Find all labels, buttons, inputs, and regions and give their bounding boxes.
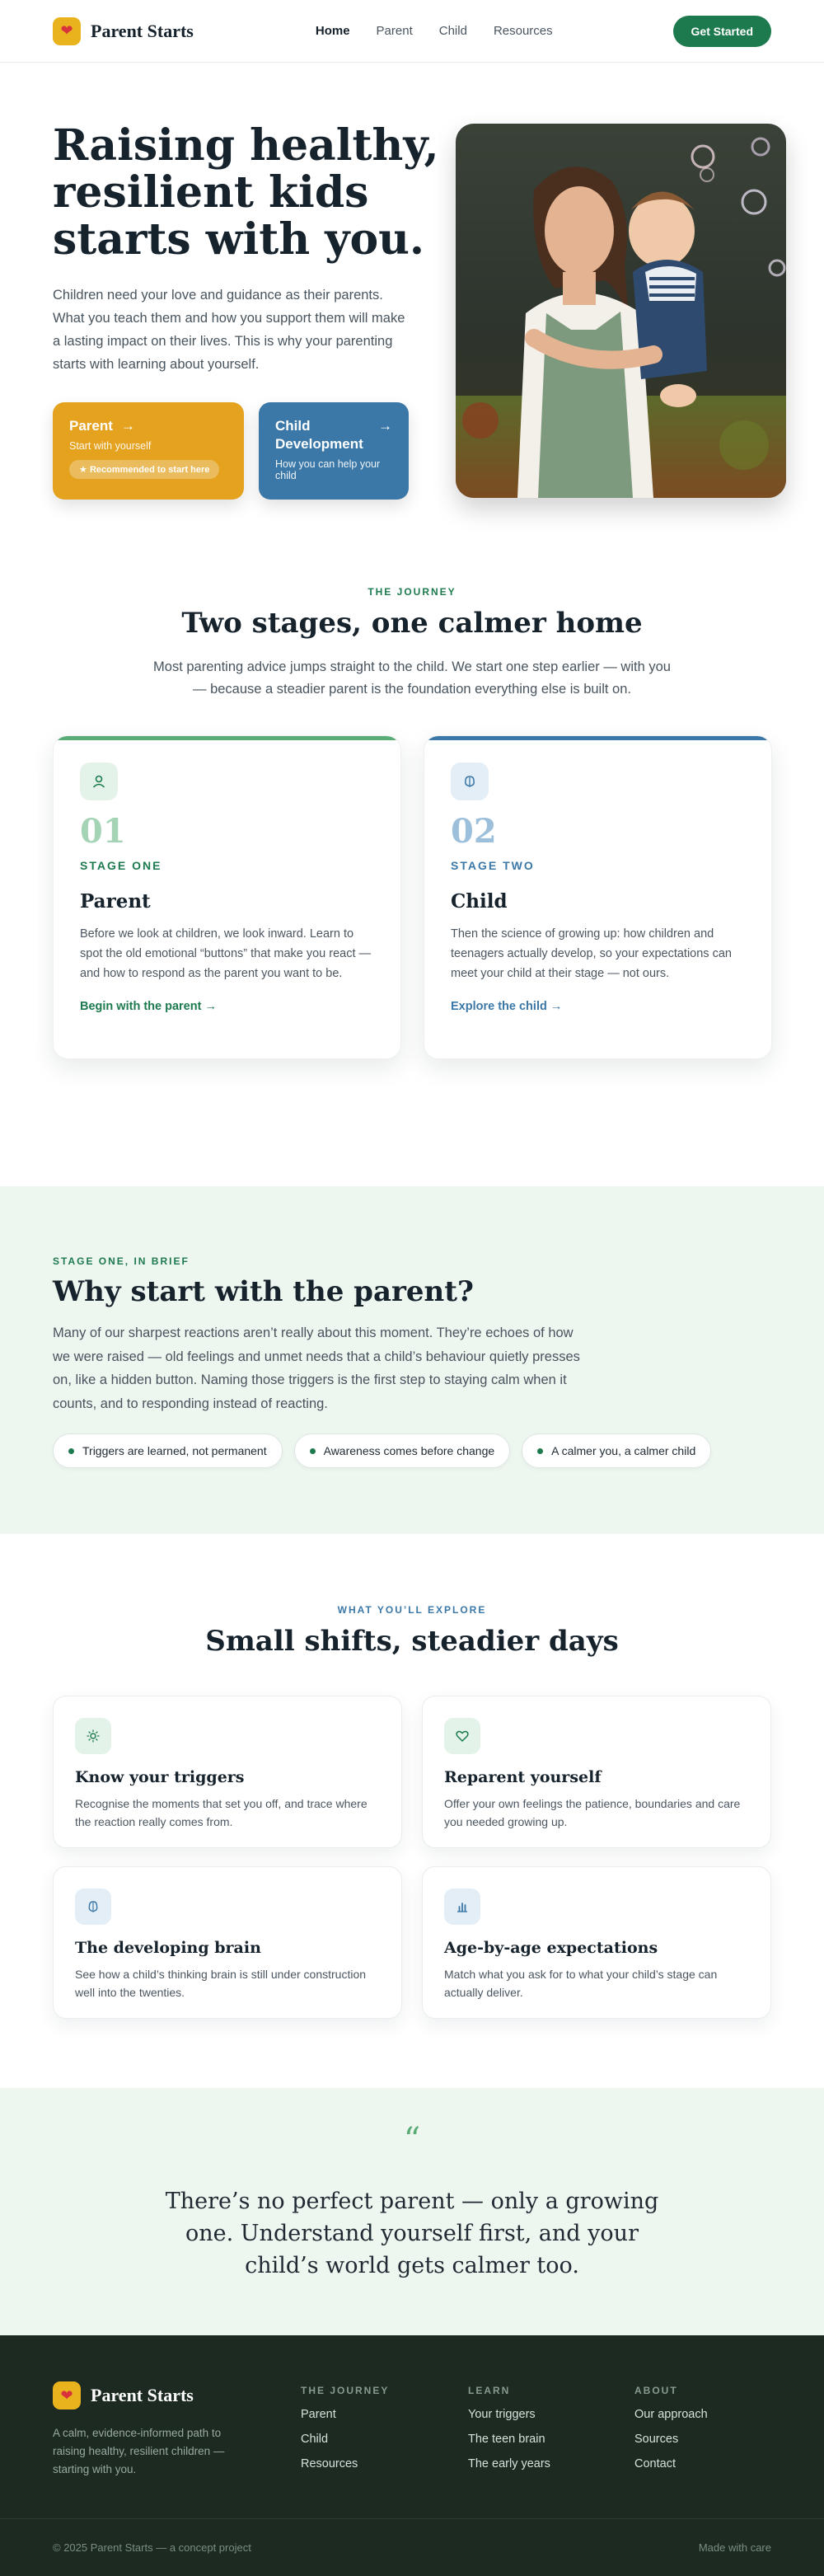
arrow-right-icon: →: [120, 418, 135, 434]
person-icon: [80, 762, 118, 800]
begin-with-parent-link[interactable]: Begin with the parent →: [80, 1000, 217, 1013]
stage-number: 01: [80, 812, 126, 851]
feature-title: Reparent yourself: [444, 1768, 602, 1786]
child-card-button[interactable]: [259, 402, 409, 500]
stage-description: Before we look at children, we look inward. Learn to spot the old emotional “buttons” that make you react — and how to respond as the parent you want to be.: [80, 927, 372, 980]
journey-eyebrow: THE JOURNEY: [368, 586, 456, 598]
recommended-badge: [69, 460, 219, 479]
stage-label: STAGE ONE: [80, 859, 162, 872]
footer-link[interactable]: Resources: [301, 2457, 358, 2470]
footer-link[interactable]: Your triggers: [468, 2408, 536, 2421]
why-section: [0, 1186, 824, 1534]
footer-column-learn: [468, 2385, 550, 2482]
stage-number: 02: [451, 812, 497, 851]
chip-label: Awareness comes before change: [323, 1444, 495, 1457]
footer-link[interactable]: Parent: [301, 2408, 336, 2421]
stage-description: Then the science of growing up: how children and teenagers actually develop, so your expectations can meet your child at their stage — not ours.: [451, 927, 732, 980]
why-title: Why start with the parent?: [53, 1275, 474, 1308]
footer-link[interactable]: Sources: [634, 2433, 679, 2446]
dot-icon: [310, 1448, 316, 1454]
chip-label: Triggers are learned, not permanent: [82, 1444, 267, 1457]
nav-link-home[interactable]: Home: [315, 24, 350, 38]
heart-outline-icon: [444, 1718, 480, 1754]
mother-and-child-photo: [456, 124, 786, 498]
explore-eyebrow: WHAT YOU’LL EXPLORE: [337, 1604, 487, 1616]
stage-name: Child: [451, 890, 508, 913]
feature-card-expectations: [422, 1866, 771, 2019]
footer: [0, 2335, 824, 2576]
footer-link[interactable]: Contact: [634, 2457, 676, 2470]
hero-title: Raising healthy, resilient kids starts with you.: [53, 120, 439, 265]
footer-made-with-care: Made with care: [698, 2541, 771, 2554]
child-card-title: Child Development: [275, 418, 363, 452]
journey-section: [0, 549, 824, 1186]
why-eyebrow: STAGE ONE, IN BRIEF: [53, 1255, 190, 1267]
bar-chart-icon: [444, 1889, 480, 1925]
footer-link[interactable]: The early years: [468, 2457, 550, 2470]
footer-heading: ABOUT: [634, 2385, 678, 2396]
hero-photo: [456, 124, 786, 498]
chip: [53, 1433, 283, 1468]
hero-cards: [53, 402, 409, 500]
parent-card-head: [69, 417, 227, 435]
footer-logo[interactable]: [53, 2381, 194, 2409]
chip-list: [53, 1433, 711, 1468]
quote-section: [0, 2088, 824, 2335]
parent-card-button[interactable]: [53, 402, 244, 500]
brand-name: Parent Starts: [91, 2385, 194, 2405]
star-icon: ★: [79, 465, 87, 475]
heart-icon: ❤: [53, 2381, 81, 2409]
chip: [522, 1433, 711, 1468]
stage-label: STAGE TWO: [451, 859, 535, 872]
arrow-right-icon: →: [378, 418, 392, 434]
dot-icon: [537, 1448, 543, 1454]
nav-link-resources[interactable]: Resources: [493, 24, 553, 38]
brain-icon: [75, 1889, 111, 1925]
feature-description: See how a child’s thinking brain is still under construction well into the twenties.: [75, 1968, 367, 1999]
hero-section: [0, 63, 824, 549]
feature-card-reparent: [422, 1696, 771, 1848]
footer-column-journey: [301, 2385, 389, 2482]
footer-heading: THE JOURNEY: [301, 2385, 390, 2396]
explore-child-link[interactable]: Explore the child →: [451, 1000, 563, 1013]
chip-label: A calmer you, a calmer child: [551, 1444, 696, 1457]
explore-section: [0, 1534, 824, 2088]
stage-card-parent: [53, 735, 401, 1059]
sun-icon: [75, 1718, 111, 1754]
nav-link-parent[interactable]: Parent: [376, 24, 413, 38]
feature-card-brain: [53, 1866, 402, 2019]
nav-links: [316, 24, 553, 38]
footer-divider: [0, 2518, 824, 2519]
dot-icon: [68, 1448, 74, 1454]
footer-link[interactable]: The teen brain: [468, 2433, 545, 2446]
nav-link-child[interactable]: Child: [438, 24, 467, 38]
feature-description: Match what you ask for to what your child’s stage can actually deliver.: [444, 1968, 718, 1999]
footer-copyright: © 2025 Parent Starts — a concept project: [53, 2541, 251, 2554]
quote-mark-icon: “: [403, 2121, 421, 2159]
feature-title: Age-by-age expectations: [444, 1939, 658, 1957]
journey-title: Two stages, one calmer home: [181, 607, 643, 640]
brand-name: Parent Starts: [91, 20, 194, 41]
heart-icon: ❤: [53, 17, 81, 45]
parent-card-sub: Start with yourself: [69, 440, 152, 452]
child-card-sub: How you can help your child: [275, 458, 381, 481]
quote-text: There’s no perfect parent — only a growing one. Understand yourself first, and your child’s world gets calmer too.: [165, 2189, 659, 2278]
parent-card-title: Parent: [69, 418, 113, 434]
brand-logo[interactable]: [53, 17, 194, 45]
chip: [294, 1433, 511, 1468]
hero-lead: Children need your love and guidance as their parents. What you teach them and how you support them will make a lasting impact on their lives. This is why your parenting starts with learning about yourself.: [53, 288, 405, 372]
footer-link[interactable]: Child: [301, 2433, 329, 2446]
feature-card-triggers: [53, 1696, 402, 1848]
footer-heading: LEARN: [468, 2385, 511, 2396]
recommended-badge-label: Recommended to start here: [89, 465, 210, 475]
stage-name: Parent: [80, 890, 151, 913]
feature-title: Know your triggers: [75, 1768, 245, 1786]
feature-description: Recognise the moments that set you off, and trace where the reaction really comes from.: [75, 1797, 368, 1828]
feature-description: Offer your own feelings the patience, boundaries and care you needed growing up.: [444, 1797, 741, 1828]
child-card-head: [275, 417, 392, 453]
top-nav: [0, 0, 824, 63]
brain-icon: [451, 762, 489, 800]
stage-card-child: [424, 735, 772, 1059]
footer-tagline: A calm, evidence-informed path to raising healthy, resilient children — starting with you.: [53, 2427, 225, 2475]
why-lead: Many of our sharpest reactions aren’t really about this moment. They’re echoes of how we were raised — old feelings and unmet needs that a child’s behaviour quietly presses on, like a hidden button. Naming those triggers is the first step to staying calm when it counts, and to responding instead of reacting.: [53, 1326, 580, 1411]
footer-link[interactable]: Our approach: [634, 2408, 708, 2421]
footer-column-about: [634, 2385, 708, 2482]
feature-title: The developing brain: [75, 1939, 261, 1957]
get-started-button[interactable]: Get Started: [673, 16, 771, 47]
explore-title: Small shifts, steadier days: [205, 1625, 619, 1658]
journey-lead: Most parenting advice jumps straight to the child. We start one step earlier — with you — because a steadier parent is the foundation everything else is built on.: [153, 659, 671, 697]
